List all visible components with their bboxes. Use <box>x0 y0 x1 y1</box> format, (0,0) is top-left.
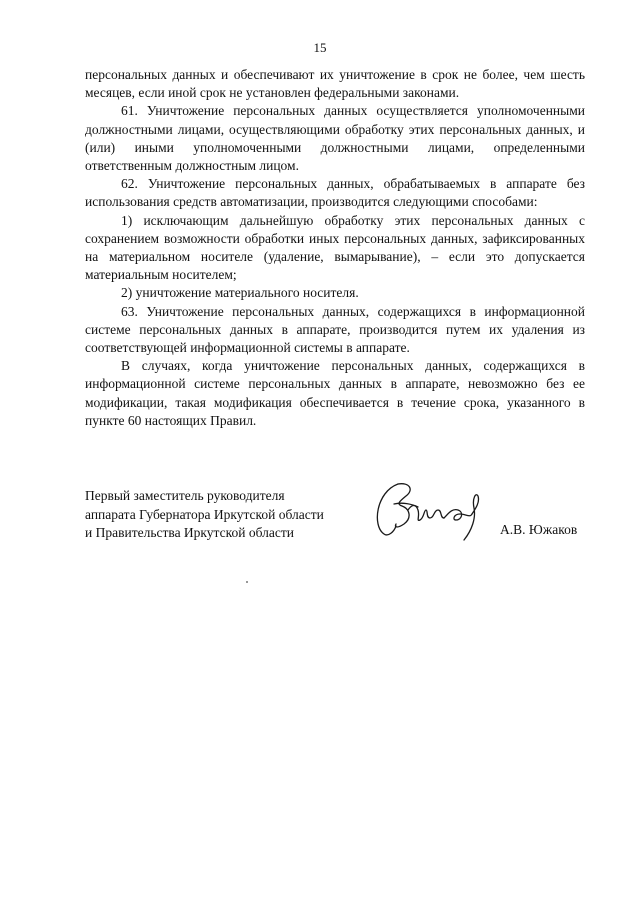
signature-icon <box>368 474 486 548</box>
signer-name: А.В. Южаков <box>500 522 578 537</box>
paragraph-continuation: персональных данных и обеспечивают их уничтожение в срок не более, чем шесть месяцев, если иной срок не установлен федеральными законами. <box>85 67 585 101</box>
page-number: 15 <box>313 40 327 55</box>
signer-position-line-1: Первый заместитель руководителя <box>85 488 285 503</box>
signer-position-line-2: аппарата Губернатора Иркутской области <box>85 506 324 522</box>
paragraph-62-item-1: 1) исключающим дальнейшую обработку этих персональных данных с сохранением возможности обработки иных персональных данных, зафиксированных на материальном носителе (удаление, вымарывание), – если это допускается материальным носителем; <box>85 212 585 283</box>
scan-dot <box>246 581 248 583</box>
paragraph-62: 62. Уничтожение персональных данных, обрабатываемых в аппарате без использования средств автоматизации, производится следующими способами: <box>85 176 585 210</box>
paragraph-63: 63. Уничтожение персональных данных, содержащихся в информационной системе персональных данных в аппарате, производится путем их удаления из соответствующей информационной системы в аппарате. <box>85 303 585 356</box>
paragraph-modification: В случаях, когда уничтожение персональных данных, содержащихся в информационной системе персональных данных в аппарате, невозможно без ее модификации, такая модификация обеспечивается в течение срока, указанного в пункте 60 настоящих Правил. <box>85 358 585 428</box>
paragraph-61: 61. Уничтожение персональных данных осуществляется уполномоченными должностными лицами, осуществляющими обработку этих персональных данных, и (или) иными уполномоченными должностными лицами, определенными ответственным должностным лицом. <box>85 103 585 174</box>
signer-position <box>85 487 385 543</box>
document-body <box>85 66 585 430</box>
signer-position-line-3: и Правительства Иркутской области <box>85 525 294 540</box>
handwritten-signature <box>368 474 486 548</box>
paragraph-62-item-2: 2) уничтожение материального носителя. <box>121 285 359 301</box>
